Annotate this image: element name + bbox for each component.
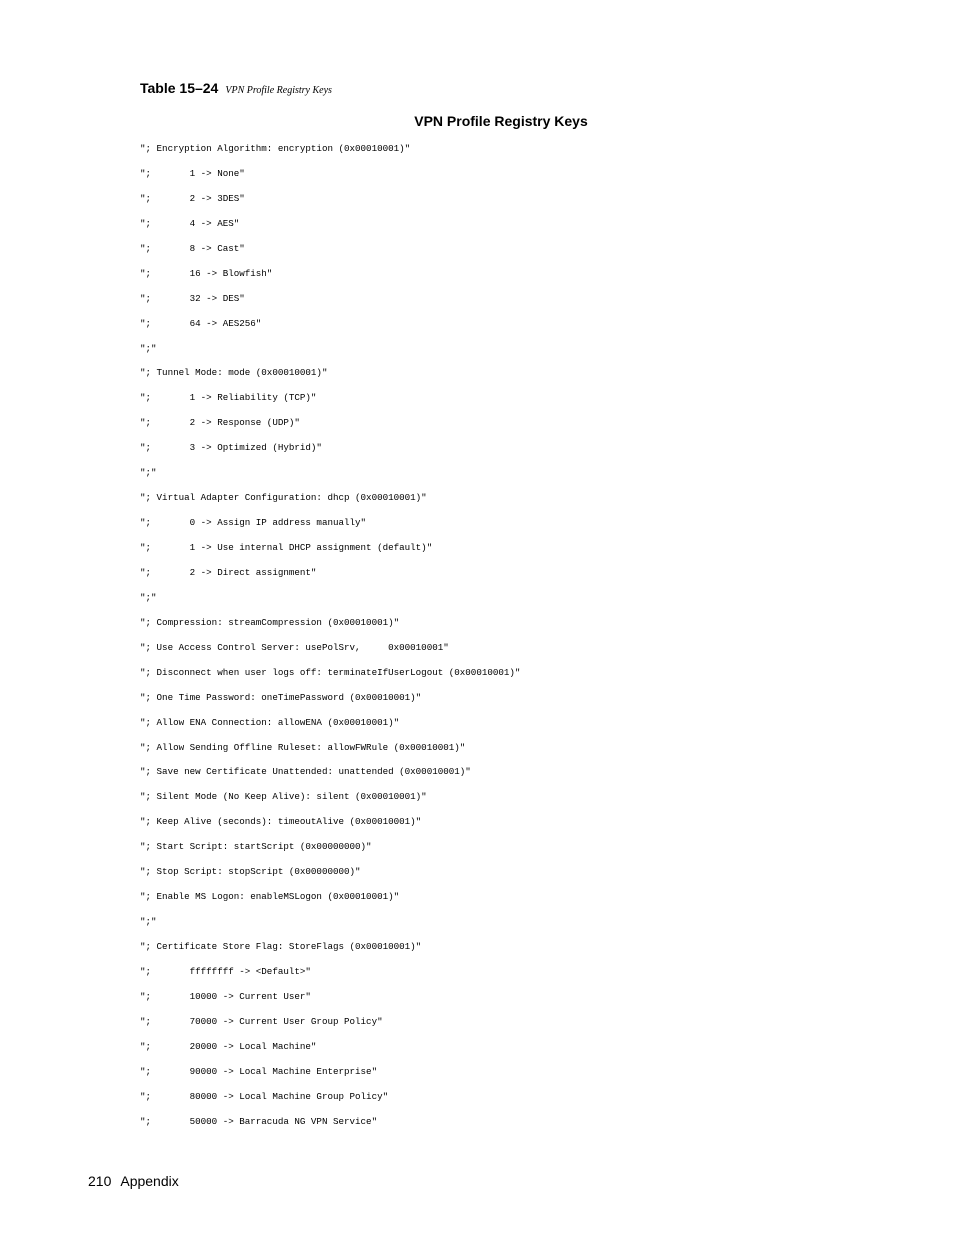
registry-key-line: ";" [140,916,157,928]
registry-key-line: "; Stop Script: stopScript (0x00000000)" [140,866,361,878]
registry-key-line: "; 8 -> Cast" [140,242,245,254]
registry-key-line: "; Disconnect when user logs off: terminateIfUserLogout (0x00010001)" [140,666,521,678]
registry-key-listing [140,143,520,1141]
registry-key-line: "; 1 -> Use internal DHCP assignment (default)" [140,542,433,553]
registry-key-line: "; Compression: streamCompression (0x00010001)" [140,616,400,628]
registry-key-line: "; Save new Certificate Unattended: unattended (0x00010001)" [140,766,471,778]
footer-section: Appendix [120,1173,179,1189]
page-number: 210 [88,1173,112,1189]
registry-key-line: "; Enable MS Logon: enableMSLogon (0x00010001)" [140,891,400,903]
registry-key-line: "; Encryption Algorithm: encryption (0x00010001)" [140,143,411,154]
registry-key-line: "; Start Script: startScript (0x00000000)" [140,841,372,853]
registry-key-line: "; 70000 -> Current User Group Policy" [140,1015,383,1027]
table-title: VPN Profile Registry Keys [414,113,588,129]
registry-key-line: ";" [140,467,157,479]
registry-key-line: "; 10000 -> Current User" [140,990,311,1002]
registry-key-line: "; 80000 -> Local Machine Group Policy" [140,1090,389,1102]
registry-key-line: "; Use Access Control Server: usePolSrv, 0x00010001" [140,641,449,653]
registry-key-line: "; Keep Alive (seconds): timeoutAlive (0x00010001)" [140,816,422,828]
registry-key-line: "; Allow ENA Connection: allowENA (0x00010001)" [140,716,400,728]
registry-key-line: ";" [140,342,157,354]
table-caption-text: VPN Profile Registry Keys [225,85,332,96]
registry-key-line: "; Allow Sending Offline Ruleset: allowFWRule (0x00010001)" [140,741,466,753]
registry-key-line: "; 90000 -> Local Machine Enterprise" [140,1065,378,1077]
table-caption-label: Table 15–24 [140,80,219,96]
registry-key-line: "; ffffffff -> <Default>" [140,965,311,977]
registry-key-line: "; 3 -> Optimized (Hybrid)" [140,442,322,454]
registry-key-line: "; 32 -> DES" [140,292,245,304]
registry-key-line: "; 2 -> Direct assignment" [140,566,317,578]
registry-key-line: "; 16 -> Blowfish" [140,267,273,279]
registry-key-line: "; 4 -> AES" [140,217,240,229]
table-caption [140,80,332,98]
registry-key-line: ";" [140,591,157,603]
registry-key-line: "; 1 -> Reliability (TCP)" [140,392,317,404]
page-footer [88,1173,179,1189]
registry-key-line: "; 1 -> None" [140,167,245,179]
registry-key-line: "; 64 -> AES256" [140,317,262,329]
registry-key-line: "; Virtual Adapter Configuration: dhcp (0x00010001)" [140,492,427,504]
registry-key-line: "; Silent Mode (No Keep Alive): silent (0x00010001)" [140,791,427,803]
registry-key-line: "; 20000 -> Local Machine" [140,1040,317,1052]
registry-key-line: "; Certificate Store Flag: StoreFlags (0x00010001)" [140,941,422,952]
registry-key-line: "; 2 -> Response (UDP)" [140,417,300,429]
registry-key-line: "; 2 -> 3DES" [140,192,245,204]
registry-key-line: "; Tunnel Mode: mode (0x00010001)" [140,367,328,379]
registry-key-line: "; One Time Password: oneTimePassword (0x00010001)" [140,691,422,703]
registry-key-line: "; 0 -> Assign IP address manually" [140,517,367,529]
registry-key-line: "; 50000 -> Barracuda NG VPN Service" [140,1115,378,1127]
